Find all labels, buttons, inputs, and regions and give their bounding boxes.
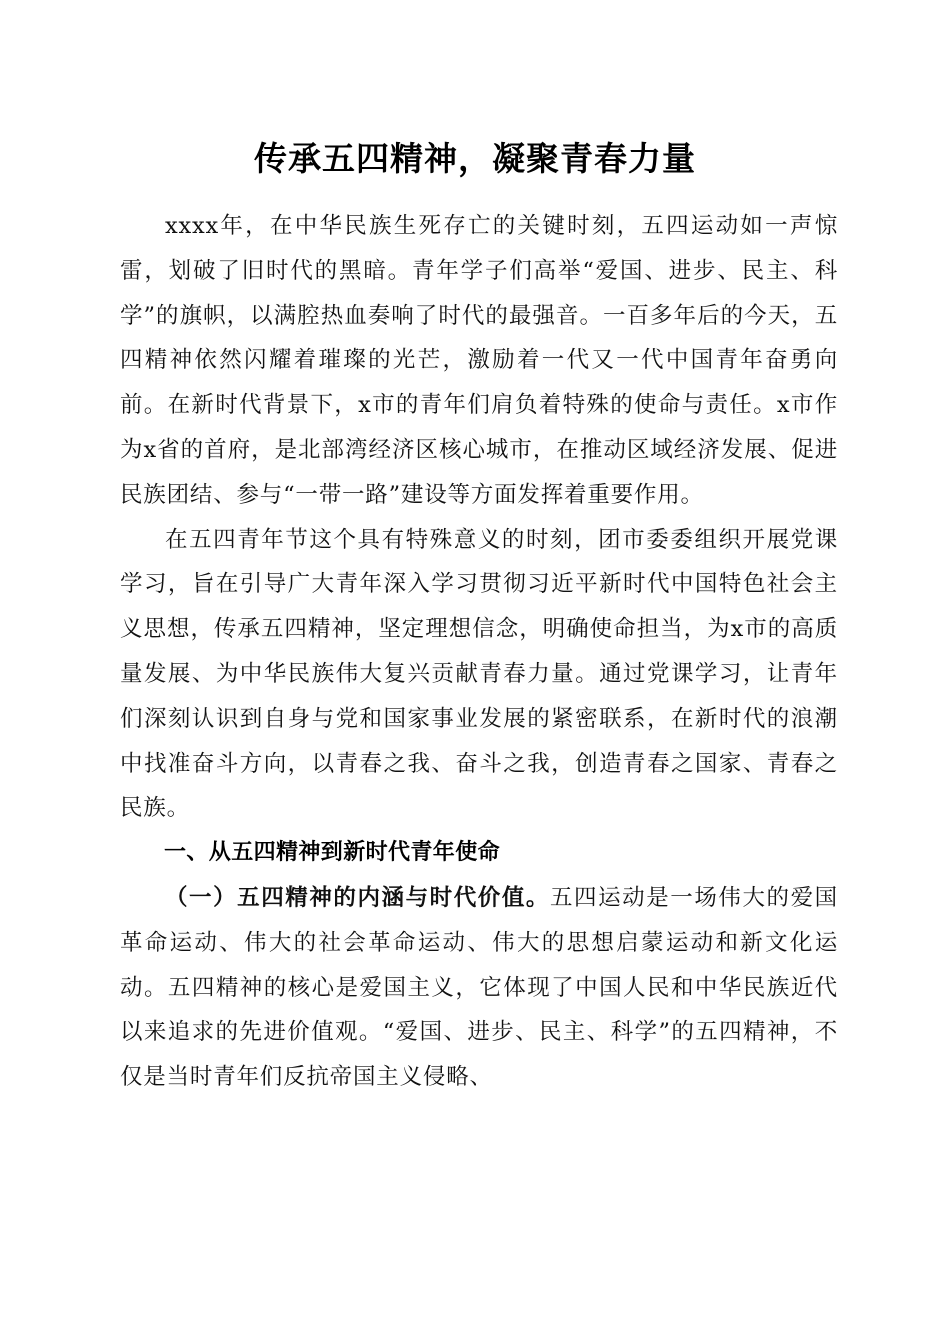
paragraph-intro: xxxx年，在中华民族生死存亡的关键时刻，五四运动如一声惊雷，划破了旧时代的黑暗。青年学子们高举“爱国、进步、民主、科学”的旗帜，以满腔热血奏响了时代的最强音。一百多年后的今天，五四精神依然闪耀着璀璨的光芒，激励着一代又一代中国青年奋勇向前。在新时代背景下，x市的青年们肩负着特殊的使命与责任。x市作为x省的首府，是北部湾经济区核心城市，在推动区域经济发展、促进民族团结、参与“一带一路”建设等方面发挥着重要作用。 <box>120 213 838 508</box>
subsection-lead: （一）五四精神的内涵与时代价值。 <box>165 884 550 911</box>
document-body <box>120 204 838 1100</box>
paragraph-subsection <box>120 876 838 1100</box>
section-heading: 一、从五四精神到新时代青年使命 <box>164 840 501 866</box>
document-title: 传承五四精神，凝聚青春力量 <box>254 139 696 178</box>
paragraph-party-lesson: 在五四青年节这个具有特殊意义的时刻，团市委委组织开展党课学习，旨在引导广大青年深入学习贯彻习近平新时代中国特色社会主义思想，传承五四精神，坚定理想信念，明确使命担当，为x市的高质量发展、为中华民族伟大复兴贡献青春力量。通过党课学习，让青年们深刻认识到自身与党和国家事业发展的紧密联系，在新时代的浪潮中找准奋斗方向，以青春之我、奋斗之我，创造青春之国家、青春之民族。 <box>120 526 838 822</box>
subsection-text: 五四运动是一场伟大的爱国革命运动、伟大的社会革命运动、伟大的思想启蒙运动和新文化运动。五四精神的核心是爱国主义，它体现了中国人民和中华民族近代以来追求的先进价值观。“爱国、进步、民主、科学”的五四精神，不仅是当时青年们反抗帝国主义侵略、 <box>120 884 838 1091</box>
